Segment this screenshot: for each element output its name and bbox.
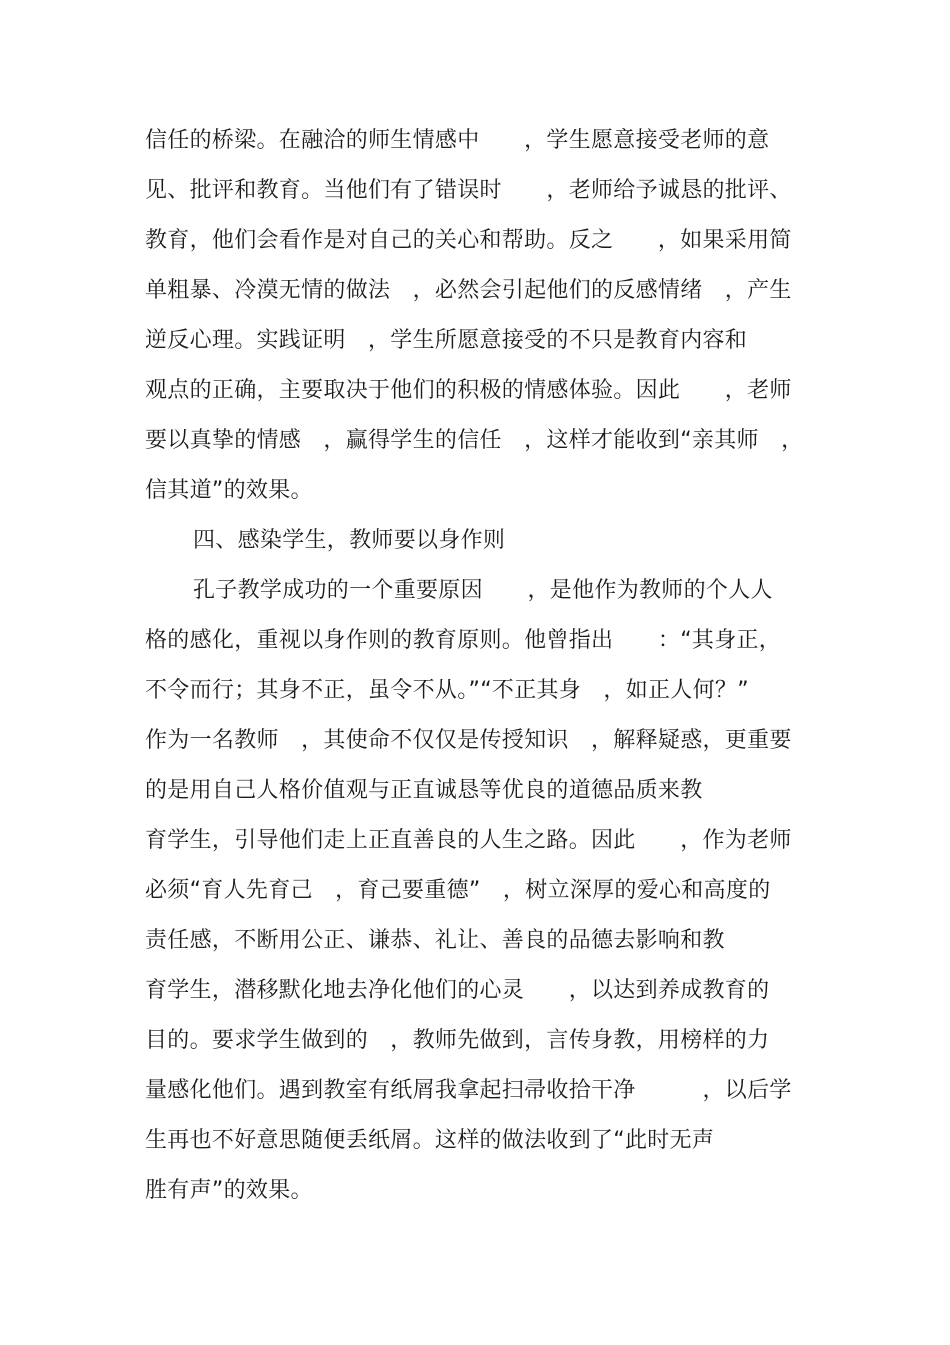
text-line: 育学生，引导他们走上正直善良的人生之路。因此 ，作为老师 xyxy=(145,828,792,853)
text-line: 的是用自己人格价值观与正直诚恳等优良的道德品质来教 xyxy=(145,778,703,803)
text-line: 孔子教学成功的一个重要原因 ，是他作为教师的个人人 xyxy=(193,578,773,603)
section-heading: 四、感染学生，教师要以身作则 xyxy=(193,528,506,553)
text-line: 观点的正确，主要取决于他们的积极的情感体验。因此 ，老师 xyxy=(145,378,792,403)
text-line: 逆反心理。实践证明 ，学生所愿意接受的不只是教育内容和 xyxy=(145,328,748,353)
text-line: 作为一名教师 ，其使命不仅仅是传授知识 ，解释疑惑，更重要 xyxy=(145,728,792,753)
text-line: 单粗暴、冷漠无情的做法 ，必然会引起他们的反感情绪 ，产生 xyxy=(145,278,792,303)
text-line: 教育，他们会看作是对自己的关心和帮助。反之 ，如果采用简 xyxy=(145,228,792,253)
text-line: 必须“育人先育己 ，育己要重德” ，树立深厚的爱心和高度的 xyxy=(145,878,771,903)
text-line: 格的感化，重视以身作则的教育原则。他曾指出 ：“其身正， xyxy=(145,628,782,653)
text-line: 责任感，不断用公正、谦恭、礼让、善良的品德去影响和教 xyxy=(145,928,725,953)
text-line: 目的。要求学生做到的 ，教师先做到，言传身教，用榜样的力 xyxy=(145,1028,770,1053)
text-line: 胜有声”的效果。 xyxy=(145,1178,313,1203)
text-line: 见、批评和教育。当他们有了错误时 ，老师给予诚恳的批评、 xyxy=(145,178,792,203)
text-line: 不令而行；其身不正，虽令不从。”“不正其身 ，如正人何？” xyxy=(145,678,749,703)
text-line: 育学生，潜移默化地去净化他们的心灵 ，以达到养成教育的 xyxy=(145,978,770,1003)
text-line: 信任的桥梁。在融洽的师生情感中 ，学生愿意接受老师的意 xyxy=(145,128,770,153)
text-line: 生再也不好意思随便丢纸屑。这样的做法收到了“此时无声 xyxy=(145,1128,715,1153)
text-line: 量感化他们。遇到教室有纸屑我拿起扫帚收拾干净 ，以后学 xyxy=(145,1078,792,1103)
text-line: 信其道”的效果。 xyxy=(145,478,313,503)
text-line: 要以真挚的情感 ，赢得学生的信任 ，这样才能收到“亲其师 ， xyxy=(145,428,804,453)
